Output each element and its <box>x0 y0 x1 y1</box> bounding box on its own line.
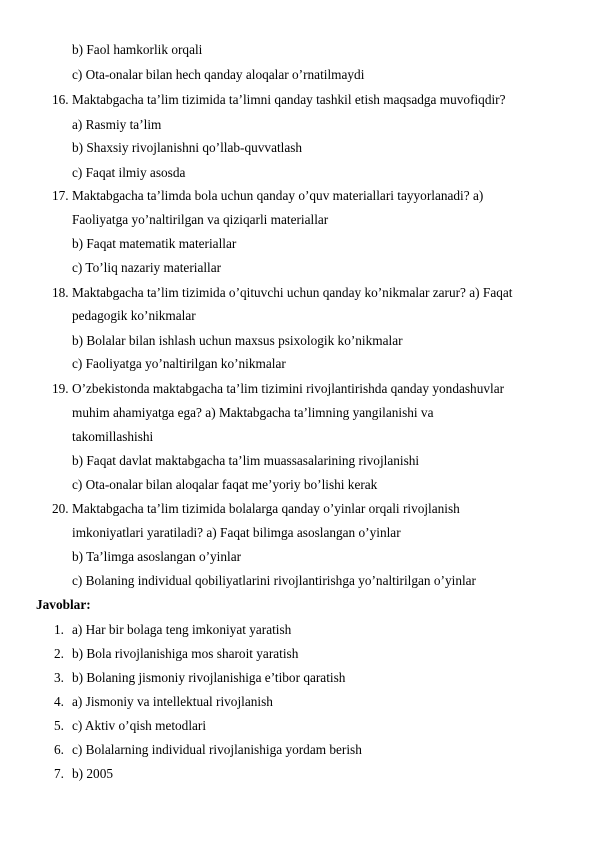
q18-number: 18. <box>52 285 69 300</box>
q20-option-c: c) Bolaning individual qobiliyatlarini rivojlantirishga yo’naltirilgan o’yinlar <box>72 573 476 588</box>
answer-6-text: c) Bolalarning individual rivojlanishiga yordam berish <box>72 742 362 757</box>
q19-option-c: c) Ota-onalar bilan aloqalar faqat me’yoriy bo’lishi kerak <box>72 477 378 492</box>
q16-number: 16. <box>52 92 69 107</box>
q20-number: 20. <box>52 501 69 516</box>
q19-text-line3: takomillashishi <box>72 429 154 444</box>
q17-option-c: c) To’liq nazariy materiallar <box>72 260 222 275</box>
q16-option-a: a) Rasmiy ta’lim <box>72 117 162 132</box>
answer-1-number: 1. <box>54 622 64 637</box>
q15-option-c: c) Ota-onalar bilan hech qanday aloqalar o’rnatilmaydi <box>72 67 365 82</box>
answer-1-text: a) Har bir bolaga teng imkoniyat yaratish <box>72 622 292 637</box>
q16-text: Maktabgacha ta’lim tizimida ta’limni qanday tashkil etish maqsadga muvofiqdir? <box>72 92 506 107</box>
q18-text-line2: pedagogik ko’nikmalar <box>72 308 196 323</box>
q17-text-line2: Faoliyatga yo’naltirilgan va qiziqarli materiallar <box>72 212 329 227</box>
q19-text-line2: muhim ahamiyatga ega? a) Maktabgacha ta’limning yangilanishi va <box>72 405 434 420</box>
q17-option-b: b) Faqat matematik materiallar <box>72 236 237 251</box>
q20-option-b: b) Ta’limga asoslangan o’yinlar <box>72 549 242 564</box>
q17-number: 17. <box>52 188 69 203</box>
q18-text-line1: Maktabgacha ta’lim tizimida o’qituvchi uchun qanday ko’nikmalar zarur? a) Faqat <box>72 285 513 300</box>
answer-6-number: 6. <box>54 742 64 757</box>
answer-4-number: 4. <box>54 694 64 709</box>
q16-option-b: b) Shaxsiy rivojlanishni qo’llab-quvvatlash <box>72 140 303 155</box>
q19-option-b: b) Faqat davlat maktabgacha ta’lim muassasalarining rivojlanishi <box>72 453 420 468</box>
q18-option-c: c) Faoliyatga yo’naltirilgan ko’nikmalar <box>72 356 286 371</box>
answer-2-text: b) Bola rivojlanishiga mos sharoit yaratish <box>72 646 299 661</box>
answers-heading: Javoblar: <box>36 597 91 612</box>
q20-text-line2: imkoniyatlari yaratiladi? a) Faqat bilimga asoslangan o’yinlar <box>72 525 401 540</box>
q17-text-line1: Maktabgacha ta’limda bola uchun qanday o’quv materiallari tayyorlanadi? a) <box>72 188 484 203</box>
answer-3-number: 3. <box>54 670 64 685</box>
answer-5-number: 5. <box>54 718 64 733</box>
q20-text-line1: Maktabgacha ta’lim tizimida bolalarga qanday o’yinlar orqali rivojlanish <box>72 501 460 516</box>
q19-text-line1: O’zbekistonda maktabgacha ta’lim tizimini rivojlantirishda qanday yondashuvlar <box>72 381 505 396</box>
answer-5-text: c) Aktiv o’qish metodlari <box>72 718 207 733</box>
q15-option-b: b) Faol hamkorlik orqali <box>72 42 203 57</box>
answer-7-number: 7. <box>54 766 64 781</box>
q16-option-c: c) Faqat ilmiy asosda <box>72 165 186 180</box>
q18-option-b: b) Bolalar bilan ishlash uchun maxsus psixologik ko’nikmalar <box>72 333 403 348</box>
answer-7-text: b) 2005 <box>72 766 113 781</box>
answer-3-text: b) Bolaning jismoniy rivojlanishiga e’tibor qaratish <box>72 670 346 685</box>
answer-4-text: a) Jismoniy va intellektual rivojlanish <box>72 694 273 709</box>
answer-2-number: 2. <box>54 646 64 661</box>
q19-number: 19. <box>52 381 69 396</box>
